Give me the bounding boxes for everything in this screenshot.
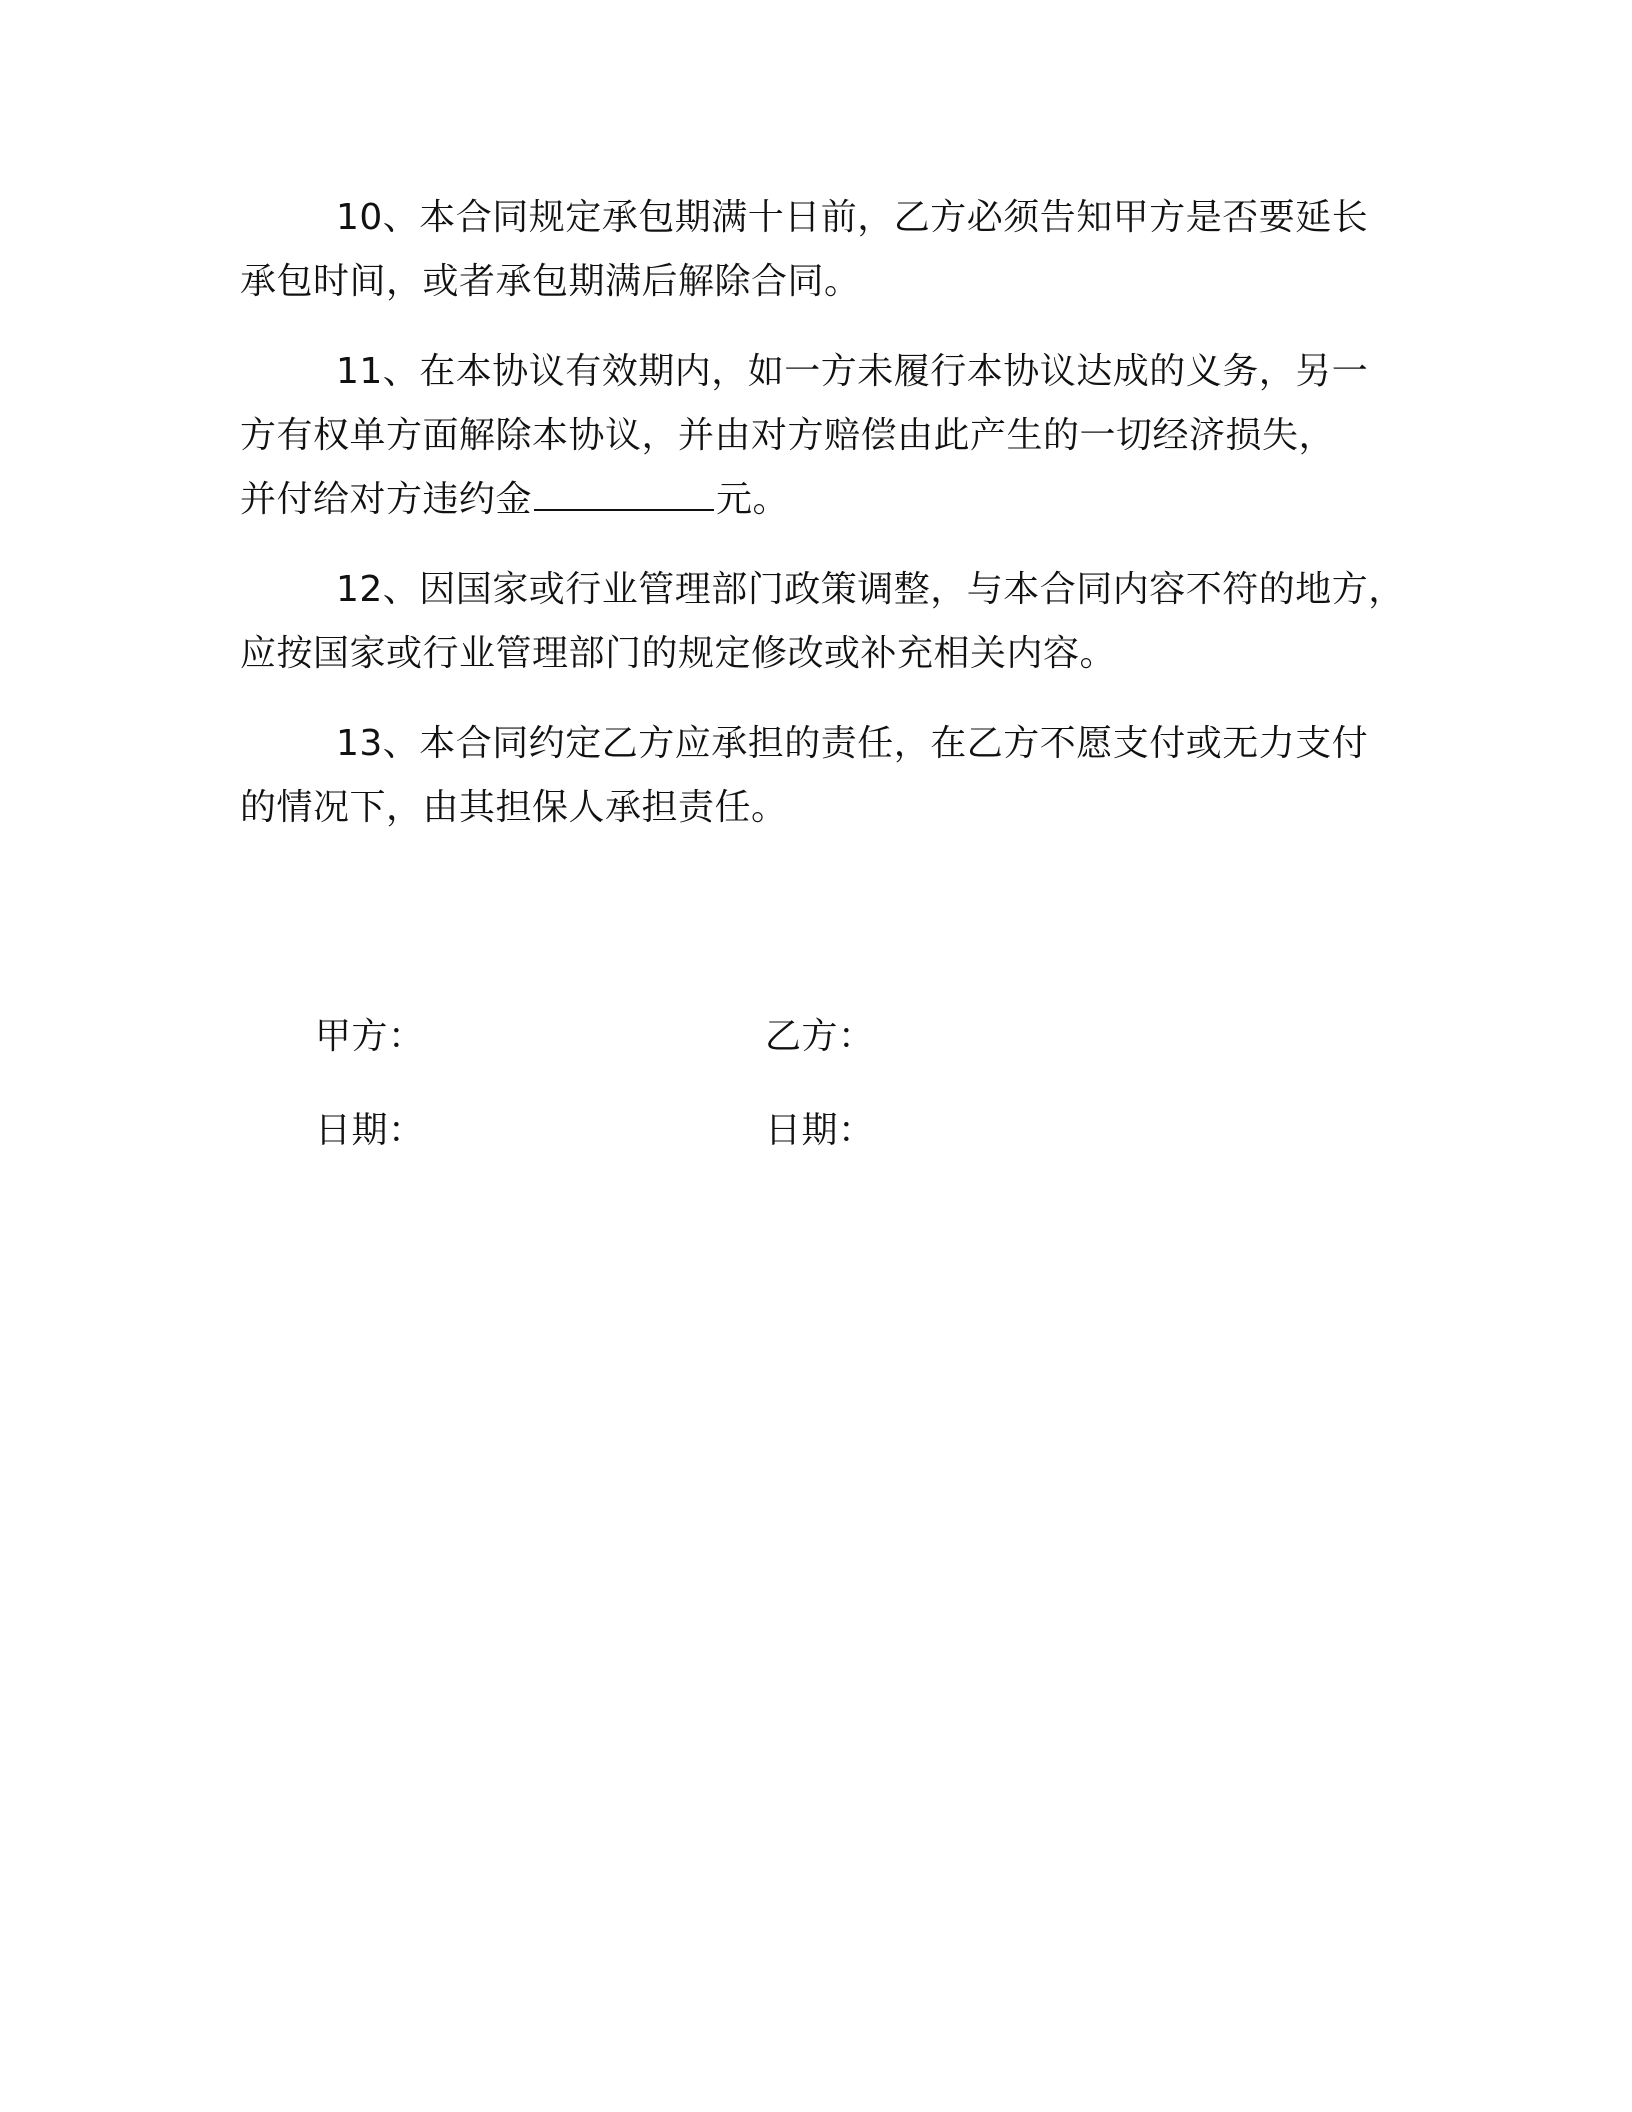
clause-11-line-1: 11、在本协议有效期内，如一方未履行本协议达成的义务，另一: [336, 351, 1369, 392]
clause-13-line-1: 13、本合同约定乙方应承担的责任，在乙方不愿支付或无力支付: [336, 723, 1369, 764]
signature-row-parties: [315, 990, 1215, 1084]
party-b-label: 乙方：: [765, 1016, 875, 1057]
clause-12-line-2: 应按国家或行业管理部门的规定修改或补充相关内容。: [240, 633, 1117, 674]
penalty-prefix: 并付给对方违约金: [240, 479, 533, 520]
clause-13: [240, 712, 1410, 840]
date-a-label: 日期：: [315, 1110, 425, 1151]
date-b-label: 日期：: [765, 1110, 875, 1151]
signature-row-dates: [315, 1084, 1215, 1178]
clause-13-line-2: 的情况下，由其担保人承担责任。: [240, 787, 788, 828]
clause-12: [240, 558, 1410, 686]
contract-clauses: [240, 186, 1410, 866]
penalty-suffix: 元。: [716, 479, 790, 520]
clause-10: [240, 186, 1410, 314]
clause-11: [240, 340, 1410, 532]
clause-10-line-2: 承包时间，或者承包期满后解除合同。: [240, 261, 861, 302]
signature-block: [315, 990, 1215, 1178]
clause-11-line-2: 方有权单方面解除本协议，并由对方赔偿由此产生的一切经济损失，: [240, 415, 1336, 456]
clause-11-line-3: [240, 468, 1410, 532]
clause-12-line-1: 12、因国家或行业管理部门政策调整，与本合同内容不符的地方，: [336, 569, 1405, 610]
party-a-label: 甲方：: [315, 1016, 425, 1057]
clause-10-line-1: 10、本合同规定承包期满十日前，乙方必须告知甲方是否要延长: [336, 197, 1369, 238]
penalty-amount-blank: [534, 479, 714, 511]
